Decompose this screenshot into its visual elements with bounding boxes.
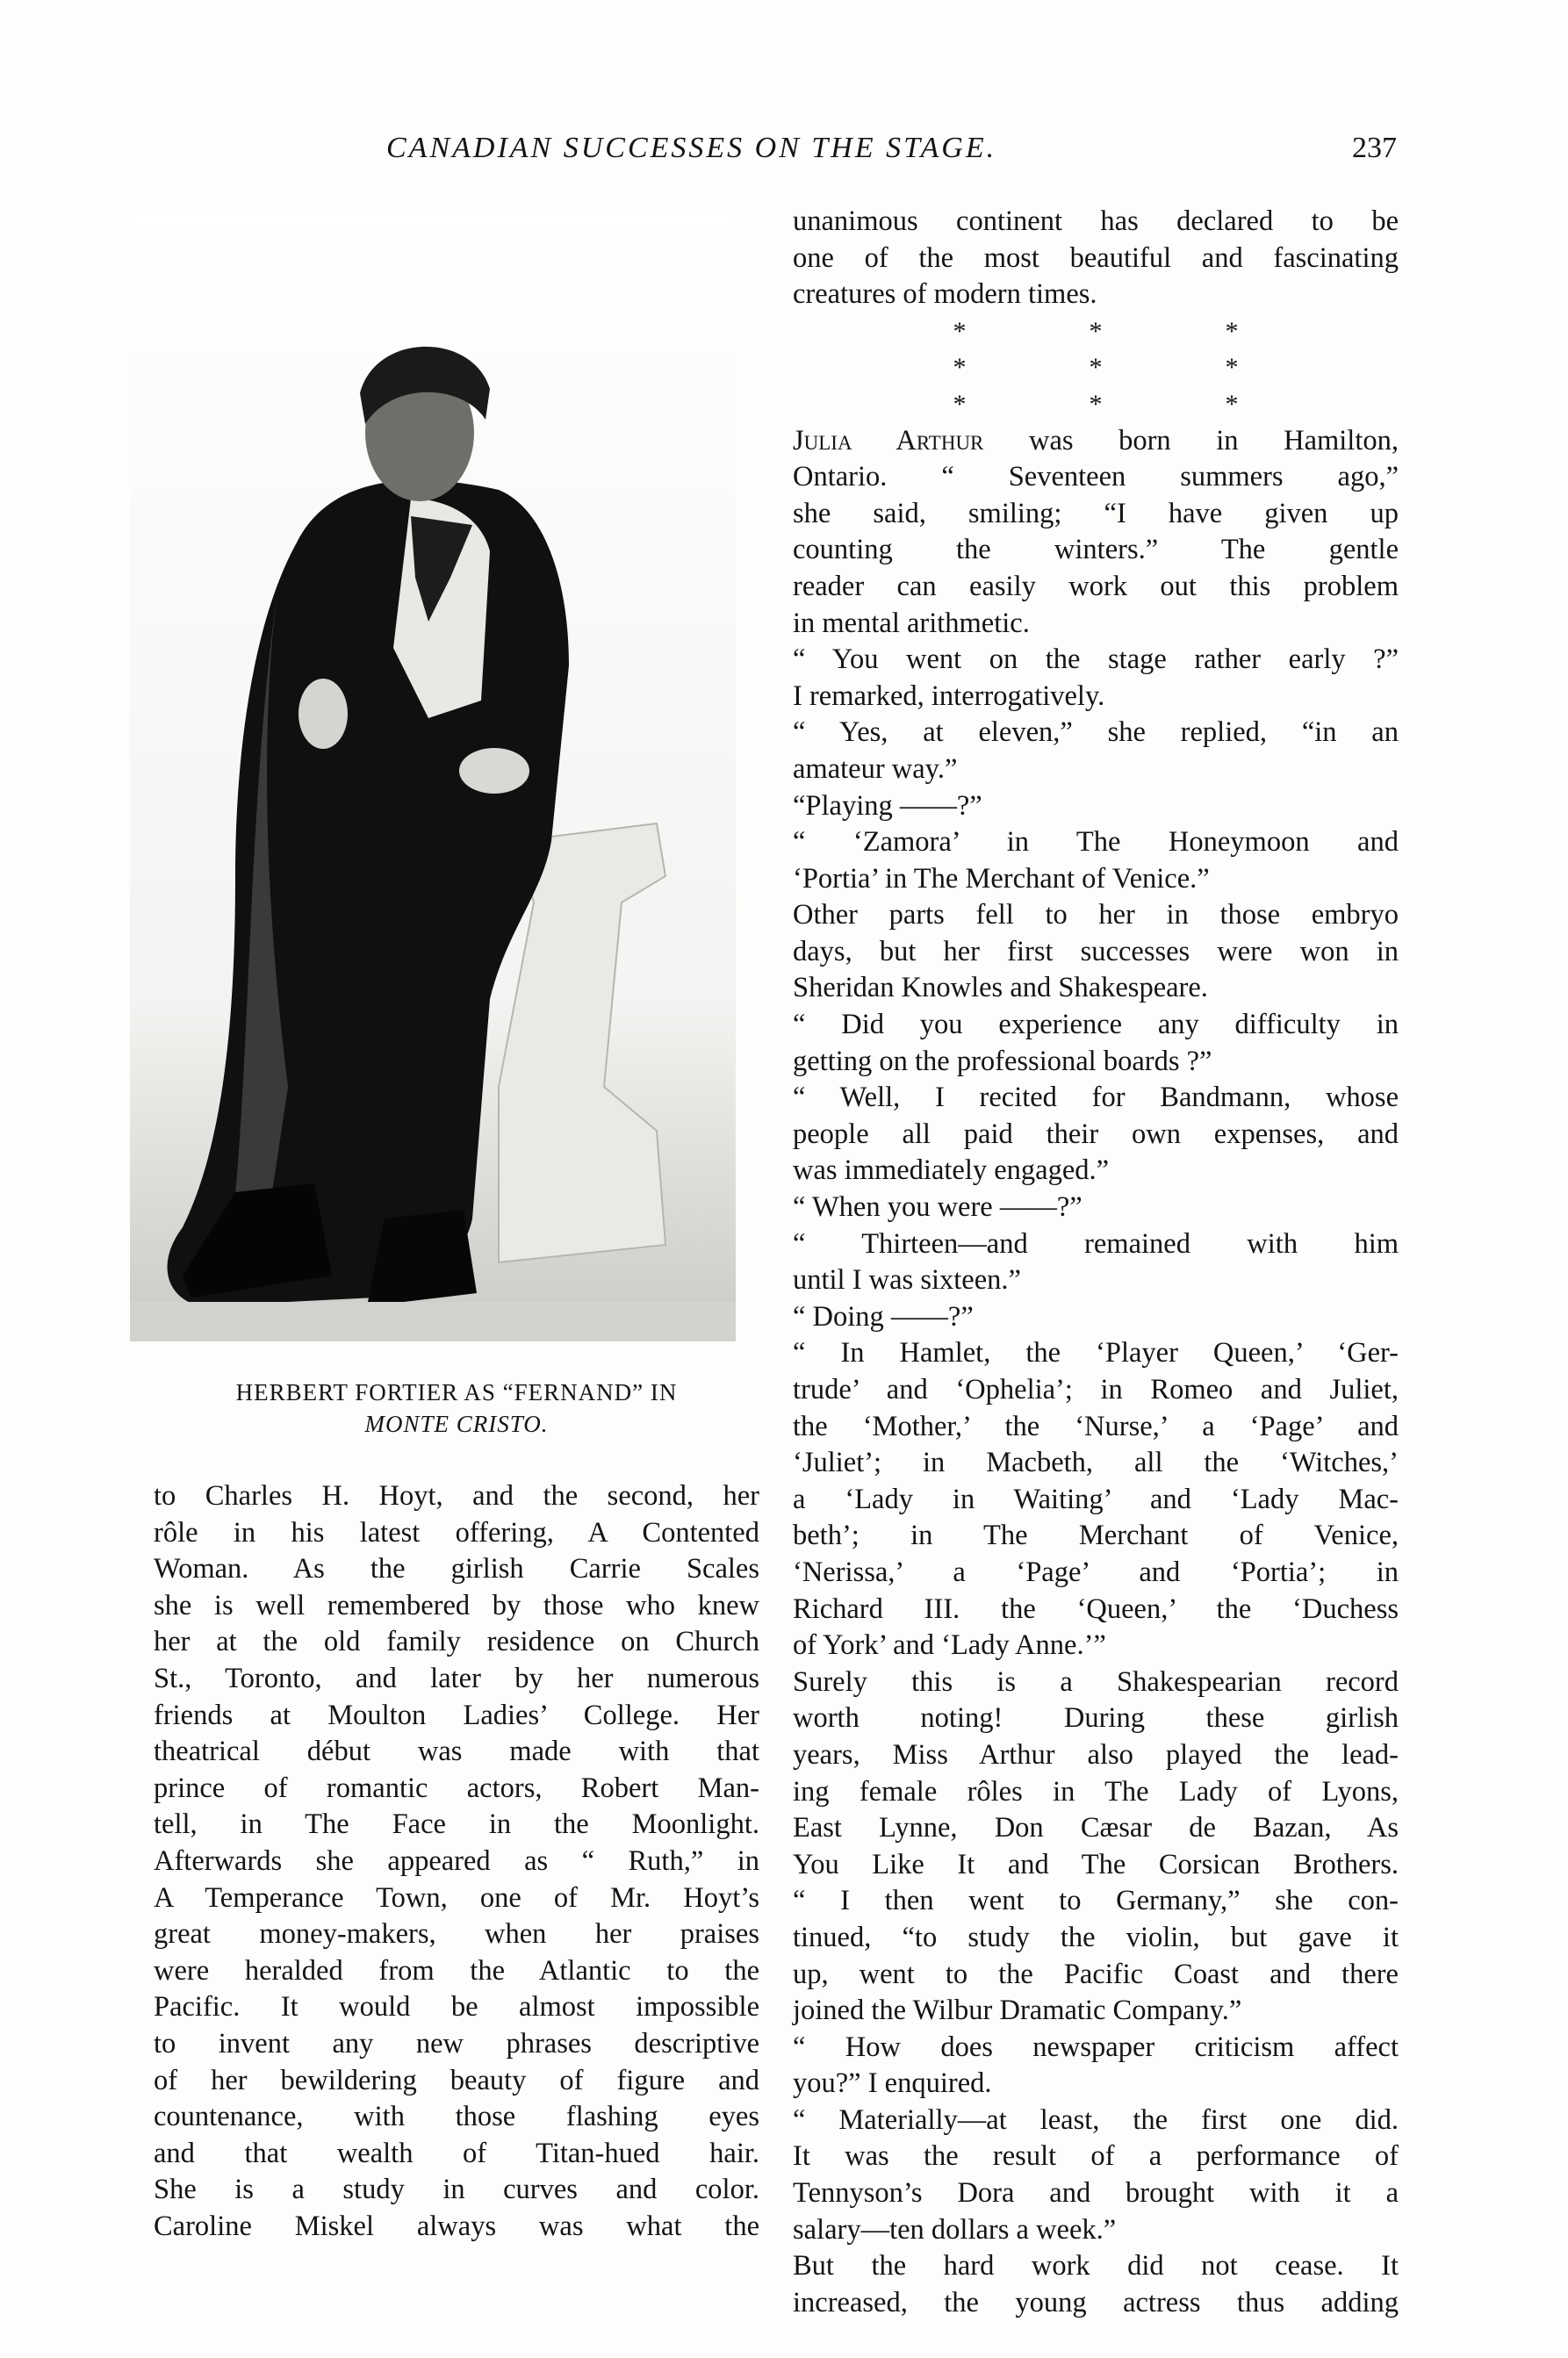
actor-photograph [130, 209, 736, 1341]
text-line: years, Miss Arthur also played the lead- [793, 1738, 1399, 1771]
text-line: rôle in his latest offering, A Contented [154, 1516, 759, 1549]
text-line: I remarked, interrogatively. [793, 679, 1105, 712]
text-line: Tennyson’s Dora and brought with it a [793, 2177, 1399, 2210]
text-line: unanimous continent has declared to be [793, 205, 1399, 237]
text-line: “ Thirteen—and remained with him [793, 1227, 1399, 1260]
text-line: to Charles H. Hoyt, and the second, her [154, 1480, 759, 1512]
text-line: ‘Juliet’; in Macbeth, all the ‘Witches,’ [793, 1447, 1399, 1479]
text-line: one of the most beautiful and fascinating [793, 241, 1399, 274]
text-line: worth noting! During these girlish [793, 1702, 1399, 1735]
text-line: Other parts fell to her in those embryo [793, 899, 1399, 931]
text-line: ing female rôles in The Lady of Lyons, [793, 1775, 1399, 1808]
text-line: great money-makers, when her praises [154, 1918, 759, 1951]
text-line: “Playing ——?” [793, 789, 982, 822]
julia-arthur-name: Julia Arthur [793, 424, 984, 457]
text-line: increased, the young actress thus adding [793, 2286, 1399, 2318]
text-line: in mental arithmetic. [793, 607, 1030, 639]
text-line: beth’; in The Merchant of Venice, [793, 1520, 1399, 1552]
text-line: amateur way.” [793, 752, 958, 785]
text-line: But the hard work did not cease. It [793, 2250, 1399, 2283]
text-line: prince of romantic actors, Robert Man- [154, 1772, 759, 1804]
text-line: Sheridan Knowles and Shakespeare. [793, 972, 1208, 1004]
text-line: “ When you were ——?” [793, 1191, 1082, 1224]
text-line: was immediately engaged.” [793, 1154, 1110, 1187]
running-head: CANADIAN SUCCESSES ON THE STAGE. [386, 132, 997, 164]
right-column [793, 204, 1399, 2321]
text-line: countenance, with those flashing eyes [154, 2101, 759, 2133]
left-column [154, 1478, 759, 2245]
text-line: the ‘Mother,’ the ‘Nurse,’ a ‘Page’ and [793, 1410, 1399, 1442]
text-line: trude’ and ‘Ophelia’; in Romeo and Juliet, [793, 1374, 1399, 1405]
text-line: of York’ and ‘Lady Anne.’” [793, 1629, 1106, 1662]
text-line: getting on the professional boards ?” [793, 1045, 1212, 1077]
text-line: Caroline Miskel always was what the [154, 2210, 759, 2242]
text-line: Ontario. “ Seventeen summers ago,” [793, 461, 1399, 493]
text-line: “ Well, I recited for Bandmann, whose [793, 1082, 1399, 1114]
caption-line-1: HERBERT FORTIER AS “FERNAND” IN [235, 1379, 678, 1405]
text-line: joined the Wilbur Dramatic Company.” [793, 1995, 1242, 2027]
text-line: until I was sixteen.” [793, 1264, 1021, 1297]
text-line: She is a study in curves and color. [154, 2174, 759, 2206]
text-line: she said, smiling; “I have given up [793, 497, 1399, 529]
text-line: reader can easily work out this problem [793, 570, 1399, 602]
text-line: friends at Moulton Ladies’ College. Her [154, 1699, 759, 1731]
page-number: 237 [1352, 132, 1397, 164]
right-column-text [793, 423, 1399, 2322]
text-line: theatrical début was made with that [154, 1736, 759, 1768]
text-line: creatures of modern times. [793, 278, 1097, 311]
text-line: counting the winters.” The gentle [793, 534, 1399, 566]
text-line: she is well remembered by those who knew [154, 1589, 759, 1621]
text-line: of her bewildering beauty of figure and [154, 2064, 759, 2096]
text-line: people all paid their own expenses, and [793, 1118, 1399, 1150]
text-line: Richard III. the ‘Queen,’ the ‘Duchess [793, 1592, 1399, 1625]
section-break: *** *** *** [953, 316, 1362, 419]
text-line: ‘Nerissa,’ a ‘Page’ and ‘Portia’; in [793, 1556, 1399, 1588]
text-line: “ Did you experience any difficulty in [793, 1009, 1399, 1041]
text-line: “ You went on the stage rather early ?” [793, 643, 1399, 676]
text-line: you?” I enquired. [793, 2067, 992, 2100]
text-line: “ Doing ——?” [793, 1300, 974, 1333]
text-line: St., Toronto, and later by her numerous [154, 1662, 759, 1694]
text-line: and that wealth of Titan-hued hair. [154, 2137, 759, 2169]
text-line: salary—ten dollars a week.” [793, 2213, 1117, 2246]
text-line: tinued, “to study the violin, but gave it [793, 1921, 1399, 1953]
text-line [793, 423, 1399, 460]
left-column-text [154, 1478, 759, 2245]
text-line: Woman. As the girlish Carrie Scales [154, 1553, 759, 1585]
text-line: “ How does newspaper criticism affect [793, 2031, 1399, 2063]
text-fragment: was born in Hamilton, [1028, 424, 1399, 457]
text-line: “ In Hamlet, the ‘Player Queen,’ ‘Ger- [793, 1337, 1399, 1370]
text-line: “ I then went to Germany,” she con- [793, 1885, 1399, 1917]
text-line: days, but her first successes were won in [793, 935, 1399, 967]
text-line: A Temperance Town, one of Mr. Hoyt’s [154, 1881, 759, 1914]
text-line: ‘Portia’ in The Merchant of Venice.” [793, 862, 1210, 895]
right-column-opening [793, 204, 1399, 313]
text-line: tell, in The Face in the Moonlight. [154, 1808, 759, 1841]
text-line: up, went to the Pacific Coast and there [793, 1958, 1399, 1990]
text-line: a ‘Lady in Waiting’ and ‘Lady Mac- [793, 1483, 1399, 1515]
text-line: East Lynne, Don Cæsar de Bazan, As [793, 1812, 1399, 1844]
text-line: “ Yes, at eleven,” she replied, “in an [793, 716, 1399, 749]
text-line: Surely this is a Shakespearian record [793, 1665, 1399, 1698]
text-line: It was the result of a performance of [793, 2140, 1399, 2173]
photo-caption [154, 1377, 759, 1440]
caption-line-2: MONTE CRISTO. [364, 1411, 549, 1437]
text-line: Afterwards she appeared as “ Ruth,” in [154, 1844, 759, 1877]
text-line: “ ‘Zamora’ in The Honeymoon and [793, 826, 1399, 859]
text-line: her at the old family residence on Church [154, 1626, 759, 1658]
text-line: to invent any new phrases descriptive [154, 2027, 759, 2060]
text-line: You Like It and The Corsican Brothers. [793, 1848, 1399, 1880]
text-line: Pacific. It would be almost impossible [154, 1991, 759, 2024]
text-line: were heralded from the Atlantic to the [154, 1954, 759, 1987]
text-line: “ Materially—at least, the first one did. [793, 2103, 1399, 2136]
